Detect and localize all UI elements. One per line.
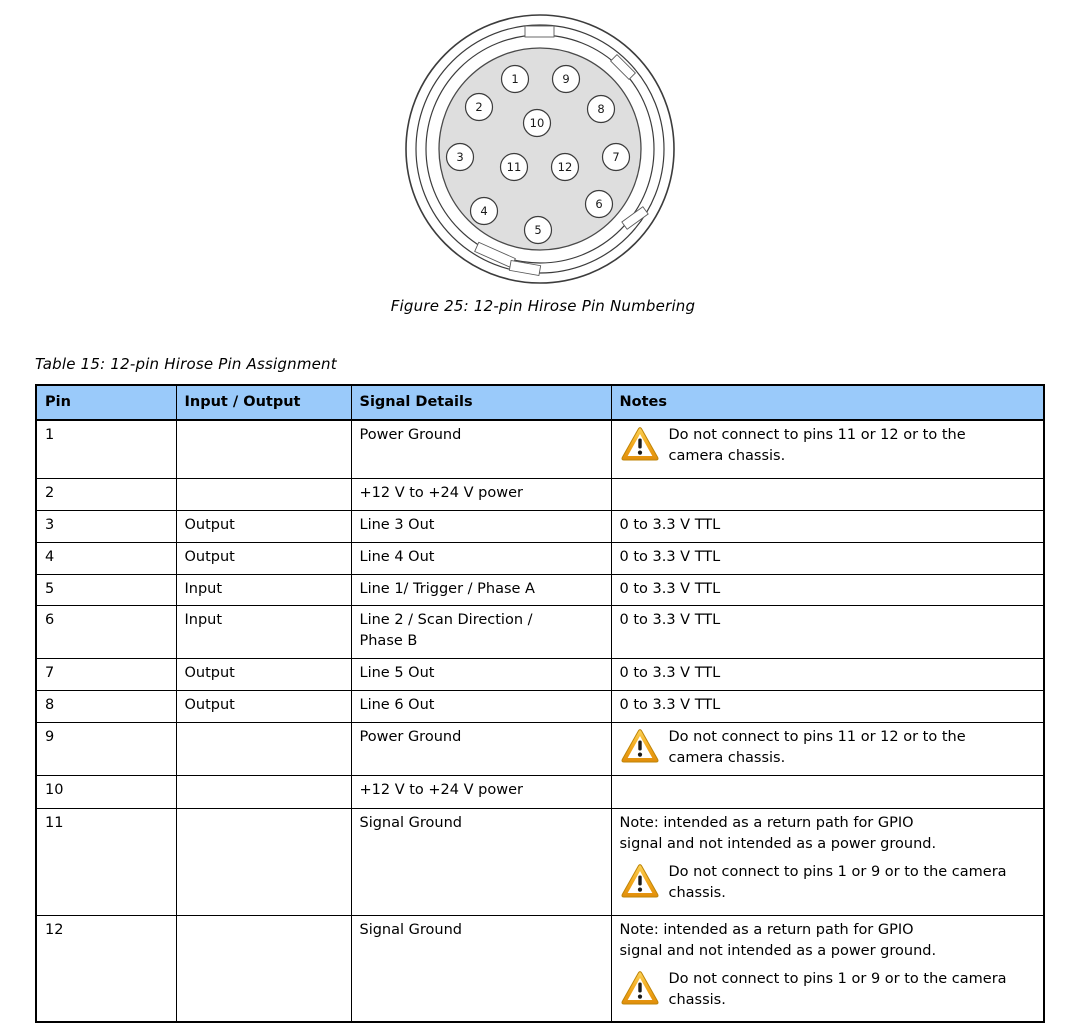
cell-notes	[611, 775, 1044, 808]
warning-text: Do not connect to pins 1 or 9 or to the camera chassis.	[668, 863, 1007, 901]
cell-pin: 7	[36, 658, 176, 690]
table-row	[36, 478, 1044, 510]
table-row	[36, 808, 1044, 915]
header-notes: Notes	[611, 385, 1044, 420]
signal-text: Line 2 / Scan Direction / Phase B	[359, 611, 533, 649]
cell-pin: 6	[36, 605, 176, 658]
warning-block	[620, 969, 1036, 1011]
cell-signal	[351, 690, 611, 722]
connector-lower-right-notch	[622, 207, 648, 230]
warning-icon	[620, 862, 660, 899]
figure-caption: Figure 25: 12-pin Hirose Pin Numbering	[390, 297, 696, 315]
cell-notes: 0 to 3.3 V TTL	[611, 542, 1044, 574]
signal-text: Signal Ground	[359, 921, 462, 938]
pin-number: 6	[595, 197, 603, 212]
header-input-output: Input / Output	[176, 385, 351, 420]
signal-text: Line 1/ Trigger / Phase A	[359, 580, 535, 597]
pin-number: 5	[534, 223, 542, 238]
cell-io: Input	[176, 574, 351, 605]
signal-text: Line 4 Out	[359, 548, 435, 565]
warning-text: Do not connect to pins 11 or 12 or to the camera chassis.	[668, 427, 966, 464]
cell-signal	[351, 808, 611, 915]
pin-number: 1	[511, 72, 519, 87]
pin-number: 9	[562, 72, 570, 87]
cell-notes: 0 to 3.3 V TTL	[611, 658, 1044, 690]
cell-signal	[351, 542, 611, 574]
note-text: Note: intended as a return path for GPIO signal and not intended as a power ground.	[619, 814, 937, 852]
cell-notes: 0 to 3.3 V TTL	[611, 605, 1044, 658]
cell-signal	[351, 478, 611, 510]
pin-number: 4	[480, 204, 488, 219]
cell-notes	[611, 808, 1044, 915]
header-pin: Pin	[36, 385, 176, 420]
signal-text: Power Ground	[359, 427, 462, 443]
cell-notes: 0 to 3.3 V TTL	[611, 690, 1044, 722]
hirose-connector-diagram	[395, 3, 685, 293]
cell-notes: 0 to 3.3 V TTL	[611, 574, 1044, 605]
cell-io: Input	[176, 605, 351, 658]
warning-block	[620, 425, 1036, 467]
table-row	[36, 690, 1044, 722]
cell-pin: 12	[36, 915, 176, 1022]
warning-icon	[620, 727, 660, 764]
connector-lower-left-notch	[475, 242, 516, 267]
table-row	[36, 658, 1044, 690]
cell-signal	[351, 574, 611, 605]
pin-number: 7	[612, 150, 620, 165]
connector-top-key-notch	[525, 26, 554, 37]
cell-pin: 5	[36, 574, 176, 605]
cell-pin: 8	[36, 690, 176, 722]
warning-text: Do not connect to pins 1 or 9 or to the camera chassis.	[668, 970, 1007, 1008]
pin-number: 2	[475, 100, 483, 115]
cell-signal	[351, 775, 611, 808]
cell-notes	[611, 915, 1044, 1022]
pin-number: 3	[456, 150, 464, 165]
warning-text: Do not connect to pins 11 or 12 or to the camera chassis.	[668, 728, 966, 766]
pin-number: 10	[529, 116, 545, 131]
table-row	[36, 420, 1044, 478]
cell-signal	[351, 510, 611, 542]
cell-io	[176, 808, 351, 915]
signal-text: Signal Ground	[359, 814, 462, 831]
warning-icon	[620, 969, 660, 1006]
cell-signal	[351, 420, 611, 478]
warning-block	[620, 862, 1036, 904]
signal-text: +12 V to +24 V power	[359, 484, 523, 501]
cell-pin: 4	[36, 542, 176, 574]
table-row	[36, 775, 1044, 808]
note-text: Note: intended as a return path for GPIO signal and not intended as a power ground.	[619, 921, 937, 959]
pin-number: 11	[506, 160, 522, 175]
cell-pin: 3	[36, 510, 176, 542]
cell-notes	[611, 478, 1044, 510]
cell-signal	[351, 605, 611, 658]
cell-io: Output	[176, 510, 351, 542]
table-row	[36, 722, 1044, 775]
table-row	[36, 915, 1044, 1022]
cell-pin: 10	[36, 775, 176, 808]
cell-io: Output	[176, 658, 351, 690]
table-row	[36, 510, 1044, 542]
cell-notes	[611, 420, 1044, 478]
signal-text: Line 3 Out	[359, 516, 435, 533]
signal-text: Line 5 Out	[359, 664, 435, 681]
cell-notes	[611, 722, 1044, 775]
cell-io: Output	[176, 690, 351, 722]
pin-number: 8	[597, 102, 605, 117]
warning-icon	[620, 425, 660, 462]
signal-text: Line 6 Out	[359, 696, 435, 713]
connector-upper-right-notch	[611, 55, 636, 80]
pin-assignment-table	[35, 384, 1045, 1023]
cell-io	[176, 420, 351, 478]
table-title: Table 15: 12-pin Hirose Pin Assignment	[35, 355, 337, 373]
signal-text: +12 V to +24 V power	[359, 781, 523, 798]
table-row	[36, 574, 1044, 605]
cell-io	[176, 722, 351, 775]
cell-pin: 1	[36, 420, 176, 478]
cell-notes: 0 to 3.3 V TTL	[611, 510, 1044, 542]
table-row	[36, 605, 1044, 658]
cell-io	[176, 775, 351, 808]
cell-io	[176, 915, 351, 1022]
warning-block	[620, 727, 1036, 769]
cell-pin: 2	[36, 478, 176, 510]
table-header-row	[36, 385, 1044, 420]
pin-number: 12	[557, 160, 573, 175]
cell-signal	[351, 658, 611, 690]
table-row	[36, 542, 1044, 574]
cell-pin: 9	[36, 722, 176, 775]
signal-text: Power Ground	[359, 728, 462, 745]
cell-pin: 11	[36, 808, 176, 915]
cell-io: Output	[176, 542, 351, 574]
cell-io	[176, 478, 351, 510]
cell-signal	[351, 915, 611, 1022]
cell-signal	[351, 722, 611, 775]
header-signal-details: Signal Details	[351, 385, 611, 420]
